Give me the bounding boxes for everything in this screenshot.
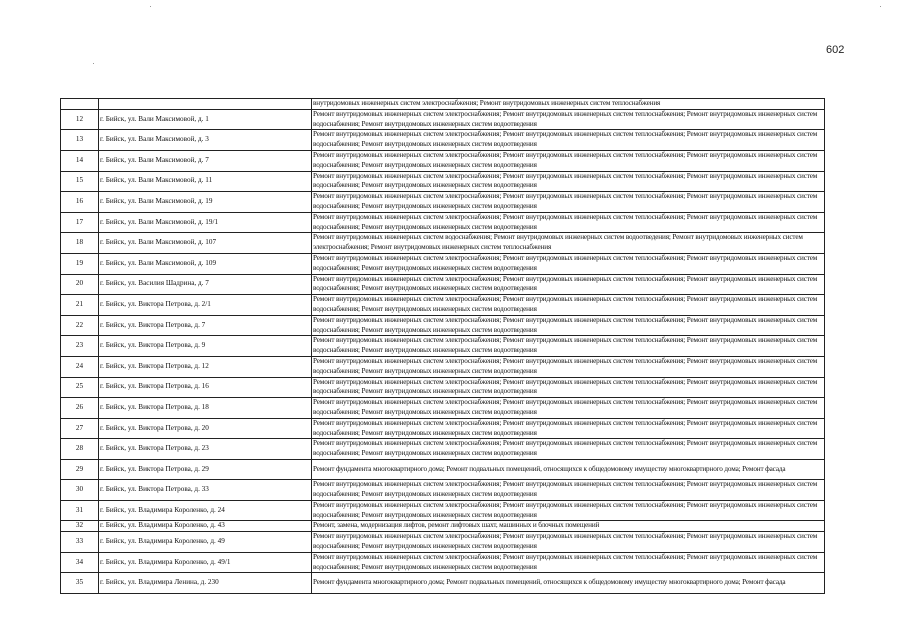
table-row [61,398,825,419]
address-cell [99,99,312,110]
address-cell: г. Бийск, ул. Василия Шадрина, д. 7 [99,274,312,295]
work-type-cell: Ремонт внутридомовых инженерных систем электроснабжения; Ремонт внутридомовых инженерных систем теплоснабжения; Ремонт внутридомовых инженерных систем водоснабжения; Ремонт внутридомовых инженерных систем водоотведения [312,274,825,295]
table-row [61,552,825,573]
table-row [61,500,825,521]
work-type-cell: Ремонт внутридомовых инженерных систем электроснабжения; Ремонт внутридомовых инженерных систем теплоснабжения; Ремонт внутридомовых инженерных систем водоснабжения; Ремонт внутридомовых инженерных систем водоотведения [312,398,825,419]
address-cell: г. Бийск, ул. Виктора Петрова, д. 7 [99,315,312,336]
address-cell: г. Бийск, ул. Вали Максимовой, д. 11 [99,171,312,192]
address-cell: г. Бийск, ул. Вали Максимовой, д. 1 [99,109,312,130]
row-number-cell: 18 [61,233,99,254]
address-cell: г. Бийск, ул. Виктора Петрова, д. 20 [99,418,312,439]
work-type-cell: Ремонт внутридомовых инженерных систем электроснабжения; Ремонт внутридомовых инженерных систем теплоснабжения; Ремонт внутридомовых инженерных систем водоснабжения; Ремонт внутридомовых инженерных систем водоотведения [312,500,825,521]
row-number-cell: 33 [61,532,99,553]
work-type-cell: Ремонт внутридомовых инженерных систем электроснабжения; Ремонт внутридомовых инженерных систем теплоснабжения; Ремонт внутридомовых инженерных систем водоснабжения; Ремонт внутридомовых инженерных систем водоотведения [312,130,825,151]
work-type-cell: Ремонт внутридомовых инженерных систем электроснабжения; Ремонт внутридомовых инженерных систем теплоснабжения; Ремонт внутридомовых инженерных систем водоснабжения; Ремонт внутридомовых инженерных систем водоотведения [312,295,825,316]
address-cell: г. Бийск, ул. Вали Максимовой, д. 19 [99,192,312,213]
address-cell: г. Бийск, ул. Виктора Петрова, д. 29 [99,459,312,479]
row-number-cell: 25 [61,377,99,398]
table-row [61,459,825,479]
address-cell: г. Бийск, ул. Виктора Петрова, д. 33 [99,480,312,501]
table-row [61,356,825,377]
row-number-cell: 31 [61,500,99,521]
table-row [61,573,825,593]
scan-speck [93,63,94,64]
scan-speck [880,6,881,7]
table-row [61,295,825,316]
address-cell: г. Бийск, ул. Виктора Петрова, д. 2/1 [99,295,312,316]
table-row [61,150,825,171]
scan-speck [150,6,151,7]
address-cell: г. Бийск, ул. Владимира Ленина, д. 230 [99,573,312,593]
address-cell: г. Бийск, ул. Вали Максимовой, д. 109 [99,253,312,274]
repair-register-table [60,98,825,594]
work-type-cell: Ремонт внутридомовых инженерных систем электроснабжения; Ремонт внутридомовых инженерных систем теплоснабжения; Ремонт внутридомовых инженерных систем водоснабжения; Ремонт внутридомовых инженерных систем водоотведения [312,532,825,553]
row-number-cell: 32 [61,521,99,532]
table-row [61,109,825,130]
table-row [61,253,825,274]
row-number-cell: 13 [61,130,99,151]
table-row-continued [61,99,825,110]
work-type-cell: Ремонт внутридомовых инженерных систем электроснабжения; Ремонт внутридомовых инженерных систем теплоснабжения; Ремонт внутридомовых инженерных систем водоснабжения; Ремонт внутридомовых инженерных систем водоотведения [312,150,825,171]
row-number-cell: 12 [61,109,99,130]
work-type-cell: Ремонт внутридомовых инженерных систем электроснабжения; Ремонт внутридомовых инженерных систем теплоснабжения; Ремонт внутридомовых инженерных систем водоснабжения; Ремонт внутридомовых инженерных систем водоотведения [312,377,825,398]
address-cell: г. Бийск, ул. Владимира Короленко, д. 49/1 [99,552,312,573]
table-row [61,233,825,254]
page-number: 602 [826,44,845,56]
address-cell: г. Бийск, ул. Вали Максимовой, д. 3 [99,130,312,151]
address-cell: г. Бийск, ул. Виктора Петрова, д. 16 [99,377,312,398]
work-type-cell: Ремонт внутридомовых инженерных систем электроснабжения; Ремонт внутридомовых инженерных систем теплоснабжения; Ремонт внутридомовых инженерных систем водоснабжения; Ремонт внутридомовых инженерных систем водоотведения [312,439,825,460]
address-cell: г. Бийск, ул. Виктора Петрова, д. 9 [99,336,312,357]
address-cell: г. Бийск, ул. Владимира Короленко, д. 49 [99,532,312,553]
table-row [61,480,825,501]
work-type-cell: Ремонт внутридомовых инженерных систем водоснабжения; Ремонт внутридомовых инженерных систем водоотведения; Ремонт внутридомовых инженерных систем электроснабжения; Ремонт внутридомовых инженерных систем теплоснабжения [312,233,825,254]
work-type-cell: Ремонт внутридомовых инженерных систем электроснабжения; Ремонт внутридомовых инженерных систем теплоснабжения; Ремонт внутридомовых инженерных систем водоснабжения; Ремонт внутридомовых инженерных систем водоотведения [312,552,825,573]
row-number-cell: 17 [61,212,99,233]
work-type-cell: Ремонт фундамента многоквартирного дома; Ремонт подвальных помещений, относящихся к общедомовому имуществу многоквартирного дома; Ремонт фасада [312,573,825,593]
table-row [61,439,825,460]
table-row [61,521,825,532]
work-type-cell: Ремонт внутридомовых инженерных систем электроснабжения; Ремонт внутридомовых инженерных систем теплоснабжения; Ремонт внутридомовых инженерных систем водоснабжения; Ремонт внутридомовых инженерных систем водоотведения [312,480,825,501]
row-number-cell: 30 [61,480,99,501]
address-cell: г. Бийск, ул. Вали Максимовой, д. 7 [99,150,312,171]
row-number-cell: 15 [61,171,99,192]
work-type-cell: Ремонт фундамента многоквартирного дома; Ремонт подвальных помещений, относящихся к общедомовому имуществу многоквартирного дома; Ремонт фасада [312,459,825,479]
table-row [61,274,825,295]
row-number-cell: 24 [61,356,99,377]
row-number-cell: 16 [61,192,99,213]
row-number-cell: 28 [61,439,99,460]
table-row [61,418,825,439]
row-number-cell: 19 [61,253,99,274]
row-number-cell: 20 [61,274,99,295]
row-number-cell: 21 [61,295,99,316]
row-number-cell: 29 [61,459,99,479]
work-type-cell: Ремонт внутридомовых инженерных систем электроснабжения; Ремонт внутридомовых инженерных систем теплоснабжения; Ремонт внутридомовых инженерных систем водоснабжения; Ремонт внутридомовых инженерных систем водоотведения [312,418,825,439]
row-number-cell: 22 [61,315,99,336]
address-cell: г. Бийск, ул. Владимира Короленко, д. 24 [99,500,312,521]
table-row [61,532,825,553]
table-row [61,336,825,357]
row-number-cell [61,99,99,110]
work-type-cell: Ремонт, замена, модернизация лифтов, ремонт лифтовых шахт, машинных и блочных помещений [312,521,825,532]
table-row [61,171,825,192]
work-type-cell: Ремонт внутридомовых инженерных систем электроснабжения; Ремонт внутридомовых инженерных систем теплоснабжения; Ремонт внутридомовых инженерных систем водоснабжения; Ремонт внутридомовых инженерных систем водоотведения [312,171,825,192]
table-row [61,192,825,213]
row-number-cell: 26 [61,398,99,419]
work-type-cell: Ремонт внутридомовых инженерных систем электроснабжения; Ремонт внутридомовых инженерных систем теплоснабжения; Ремонт внутридомовых инженерных систем водоснабжения; Ремонт внутридомовых инженерных систем водоотведения [312,315,825,336]
table-row [61,130,825,151]
address-cell: г. Бийск, ул. Виктора Петрова, д. 23 [99,439,312,460]
address-cell: г. Бийск, ул. Вали Максимовой, д. 19/1 [99,212,312,233]
work-type-cell: Ремонт внутридомовых инженерных систем электроснабжения; Ремонт внутридомовых инженерных систем теплоснабжения; Ремонт внутридомовых инженерных систем водоснабжения; Ремонт внутридомовых инженерных систем водоотведения [312,212,825,233]
table-row [61,377,825,398]
row-number-cell: 34 [61,552,99,573]
row-number-cell: 14 [61,150,99,171]
work-type-cell: Ремонт внутридомовых инженерных систем электроснабжения; Ремонт внутридомовых инженерных систем теплоснабжения; Ремонт внутридомовых инженерных систем водоснабжения; Ремонт внутридомовых инженерных систем водоотведения [312,336,825,357]
table-row [61,212,825,233]
row-number-cell: 23 [61,336,99,357]
address-cell: г. Бийск, ул. Виктора Петрова, д. 18 [99,398,312,419]
work-type-cell: Ремонт внутридомовых инженерных систем электроснабжения; Ремонт внутридомовых инженерных систем теплоснабжения; Ремонт внутридомовых инженерных систем водоснабжения; Ремонт внутридомовых инженерных систем водоотведения [312,356,825,377]
table-row [61,315,825,336]
address-cell: г. Бийск, ул. Вали Максимовой, д. 107 [99,233,312,254]
work-type-cell: Ремонт внутридомовых инженерных систем электроснабжения; Ремонт внутридомовых инженерных систем теплоснабжения; Ремонт внутридомовых инженерных систем водоснабжения; Ремонт внутридомовых инженерных систем водоотведения [312,253,825,274]
work-type-cell: Ремонт внутридомовых инженерных систем электроснабжения; Ремонт внутридомовых инженерных систем теплоснабжения; Ремонт внутридомовых инженерных систем водоснабжения; Ремонт внутридомовых инженерных систем водоотведения [312,192,825,213]
address-cell: г. Бийск, ул. Владимира Короленко, д. 43 [99,521,312,532]
address-cell: г. Бийск, ул. Виктора Петрова, д. 12 [99,356,312,377]
row-number-cell: 27 [61,418,99,439]
work-type-cell: Ремонт внутридомовых инженерных систем электроснабжения; Ремонт внутридомовых инженерных систем теплоснабжения; Ремонт внутридомовых инженерных систем водоснабжения; Ремонт внутридомовых инженерных систем водоотведения [312,109,825,130]
work-type-cell: внутридомовых инженерных систем электроснабжения; Ремонт внутридомовых инженерных систем теплоснабжения [312,99,825,110]
row-number-cell: 35 [61,573,99,593]
